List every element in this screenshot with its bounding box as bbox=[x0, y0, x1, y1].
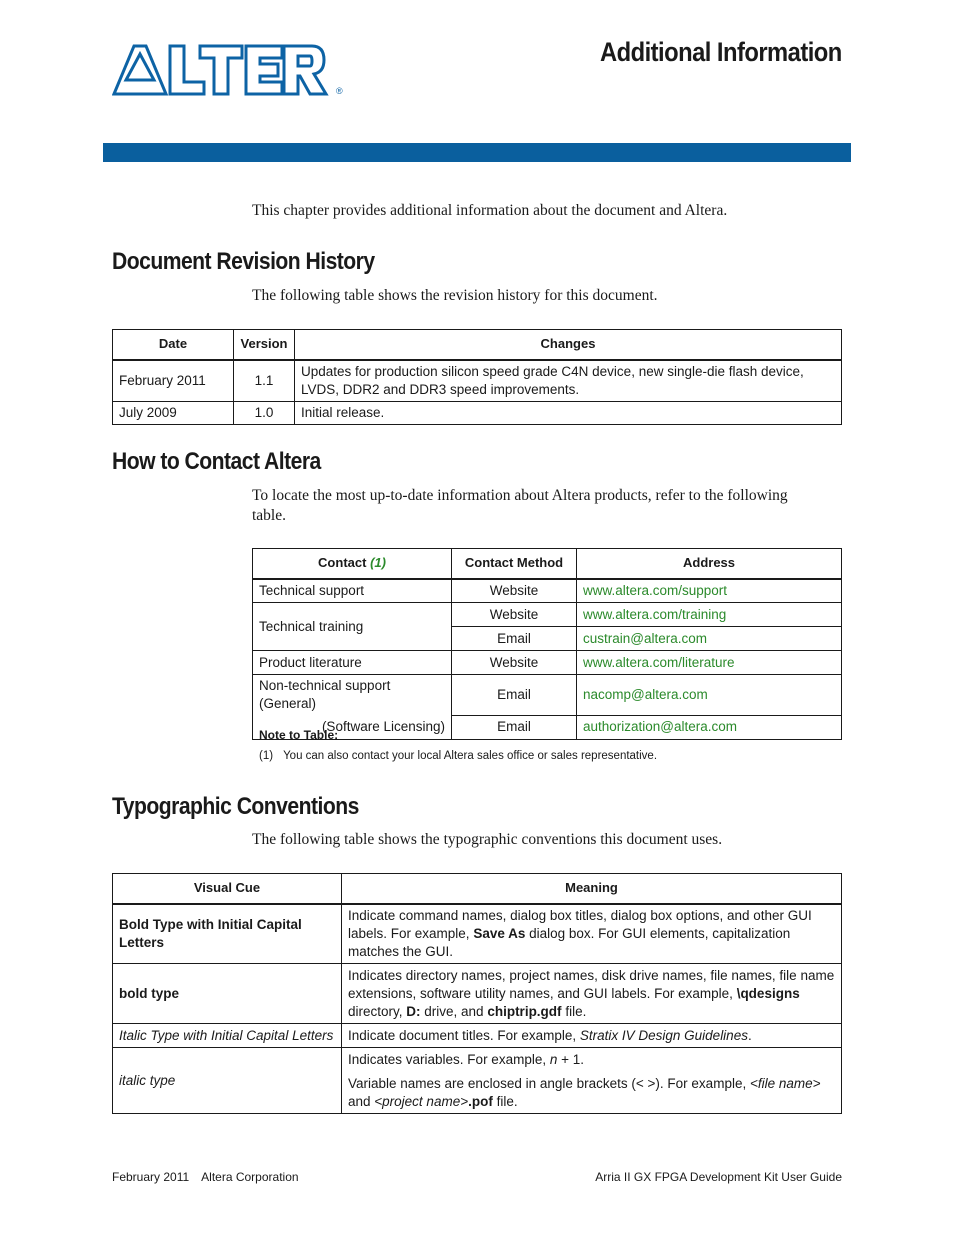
table-row bbox=[113, 402, 842, 425]
meaning-text: file. bbox=[492, 1093, 518, 1109]
revision-version: 1.0 bbox=[234, 402, 295, 425]
contact-method: Website bbox=[452, 651, 577, 675]
revision-intro: The following table shows the revision history for this document. bbox=[252, 287, 658, 304]
meaning-example: <file name> bbox=[749, 1075, 821, 1091]
meaning-text: dialog box. For GUI elements, capitalization matches the GUI. bbox=[348, 925, 791, 959]
visual-cue: italic type bbox=[113, 1048, 342, 1114]
custrain-email-link[interactable]: custrain@altera.com bbox=[583, 630, 707, 646]
contact-method: Email bbox=[452, 627, 577, 651]
footer-left bbox=[112, 1170, 299, 1184]
table-row bbox=[253, 715, 842, 739]
training-link[interactable]: www.altera.com/training bbox=[583, 606, 727, 622]
col-version: Version bbox=[234, 330, 295, 360]
contact-method: Email bbox=[452, 715, 577, 739]
meaning-text: and bbox=[348, 1093, 375, 1109]
meaning-text: . bbox=[747, 1027, 752, 1043]
title-bar bbox=[103, 143, 851, 162]
note-ref-link[interactable]: (1) bbox=[370, 555, 386, 571]
table-row bbox=[253, 579, 842, 603]
authorization-email-link[interactable]: authorization@altera.com bbox=[583, 719, 738, 734]
revision-table bbox=[112, 329, 842, 425]
meaning-text: Variable names are enclosed in angle brackets (< >). For example, bbox=[348, 1075, 750, 1091]
revision-version: 1.1 bbox=[234, 360, 295, 402]
table-row bbox=[113, 1024, 842, 1048]
typo-heading: Typographic Conventions bbox=[112, 793, 359, 820]
col-address: Address bbox=[577, 549, 842, 579]
meaning bbox=[342, 1048, 842, 1114]
meaning-text: Indicates variables. For example, bbox=[348, 1051, 550, 1067]
meaning-example: .pof bbox=[468, 1093, 493, 1109]
nacomp-email-link[interactable]: nacomp@altera.com bbox=[583, 686, 708, 702]
meaning-example: \qdesigns bbox=[736, 985, 800, 1001]
meaning-text: + 1. bbox=[557, 1051, 585, 1067]
revision-date: February 2011 bbox=[113, 360, 234, 402]
table-row bbox=[113, 360, 842, 402]
meaning-text: Indicates directory names, project names, disk drive names, file names, file name extensions, software utility names, and GUI labels. For example, bbox=[348, 967, 835, 1001]
table-note bbox=[259, 750, 657, 762]
table-note-text: You can also contact your local Altera sales office or sales representative. bbox=[283, 750, 658, 762]
typo-intro: The following table shows the typographic conventions this document uses. bbox=[252, 831, 723, 848]
meaning-paragraph bbox=[348, 1051, 835, 1069]
contact-name: (Software Licensing) bbox=[253, 715, 452, 739]
contact-heading: How to Contact Altera bbox=[112, 448, 321, 475]
contact-name: Product literature bbox=[253, 651, 452, 675]
contact-name: Technical support bbox=[253, 579, 452, 603]
footer-company: Altera Corporation bbox=[201, 1170, 299, 1184]
table-note-heading: Note to Table: bbox=[259, 728, 339, 742]
table-row bbox=[253, 651, 842, 675]
table-row bbox=[253, 603, 842, 627]
table-row bbox=[113, 964, 842, 1024]
visual-cue: bold type bbox=[113, 964, 342, 1024]
meaning-example: chiptrip.gdf bbox=[487, 1003, 562, 1019]
col-date: Date bbox=[113, 330, 234, 360]
meaning-example: Save As bbox=[473, 925, 526, 941]
support-link[interactable]: www.altera.com/support bbox=[583, 582, 728, 598]
footer-date: February 2011 bbox=[112, 1170, 190, 1184]
typo-table bbox=[112, 873, 842, 1114]
chapter-intro: This chapter provides additional information about the document and Altera. bbox=[252, 202, 728, 219]
meaning bbox=[342, 904, 842, 964]
meaning-paragraph bbox=[348, 1075, 835, 1111]
table-note-number: (1) bbox=[259, 750, 274, 762]
table-row bbox=[113, 904, 842, 964]
contact-method: Email bbox=[452, 675, 577, 716]
revision-heading: Document Revision History bbox=[112, 248, 375, 275]
contact-name: Non-technical support (General) bbox=[253, 675, 452, 716]
meaning bbox=[342, 1024, 842, 1048]
col-changes: Changes bbox=[295, 330, 842, 360]
meaning bbox=[342, 964, 842, 1024]
meaning-text: file. bbox=[561, 1003, 587, 1019]
registered-mark: ® bbox=[336, 86, 343, 96]
meaning-text: Indicate document titles. For example, bbox=[348, 1027, 580, 1043]
meaning-example: <project name> bbox=[374, 1093, 469, 1109]
col-visual-cue: Visual Cue bbox=[113, 874, 342, 904]
col-contact-label: Contact bbox=[318, 555, 367, 571]
col-contact bbox=[253, 549, 452, 579]
meaning-example: Stratix IV Design Guidelines bbox=[579, 1027, 748, 1043]
contact-intro: To locate the most up-to-date information about Altera products, refer to the following table. bbox=[252, 487, 788, 524]
page-title: Additional Information bbox=[600, 37, 842, 67]
footer-doc-title: Arria II GX FPGA Development Kit User Guide bbox=[595, 1170, 842, 1184]
meaning-text: directory, bbox=[348, 1003, 407, 1019]
literature-link[interactable]: www.altera.com/literature bbox=[583, 654, 735, 670]
table-row bbox=[253, 675, 842, 716]
revision-changes: Initial release. bbox=[295, 402, 842, 425]
table-row bbox=[113, 1048, 842, 1114]
contact-name: Technical training bbox=[253, 603, 452, 651]
meaning-example: n bbox=[549, 1051, 558, 1067]
revision-date: July 2009 bbox=[113, 402, 234, 425]
visual-cue: Bold Type with Initial Capital Letters bbox=[113, 904, 342, 964]
contact-table bbox=[252, 548, 842, 740]
col-method: Contact Method bbox=[452, 549, 577, 579]
revision-changes: Updates for production silicon speed grade C4N device, new single-die flash device, LVDS, DDR2 and DDR3 speed improvements. bbox=[295, 360, 842, 402]
meaning-text: Indicate command names, dialog box titles, dialog box options, and other GUI labels. For example, bbox=[348, 907, 812, 941]
contact-method: Website bbox=[452, 603, 577, 627]
contact-method: Website bbox=[452, 579, 577, 603]
altera-logo bbox=[112, 44, 334, 96]
meaning-text: drive, and bbox=[420, 1003, 488, 1019]
visual-cue: Italic Type with Initial Capital Letters bbox=[113, 1024, 342, 1048]
meaning-example: D: bbox=[406, 1003, 421, 1019]
col-meaning: Meaning bbox=[342, 874, 842, 904]
